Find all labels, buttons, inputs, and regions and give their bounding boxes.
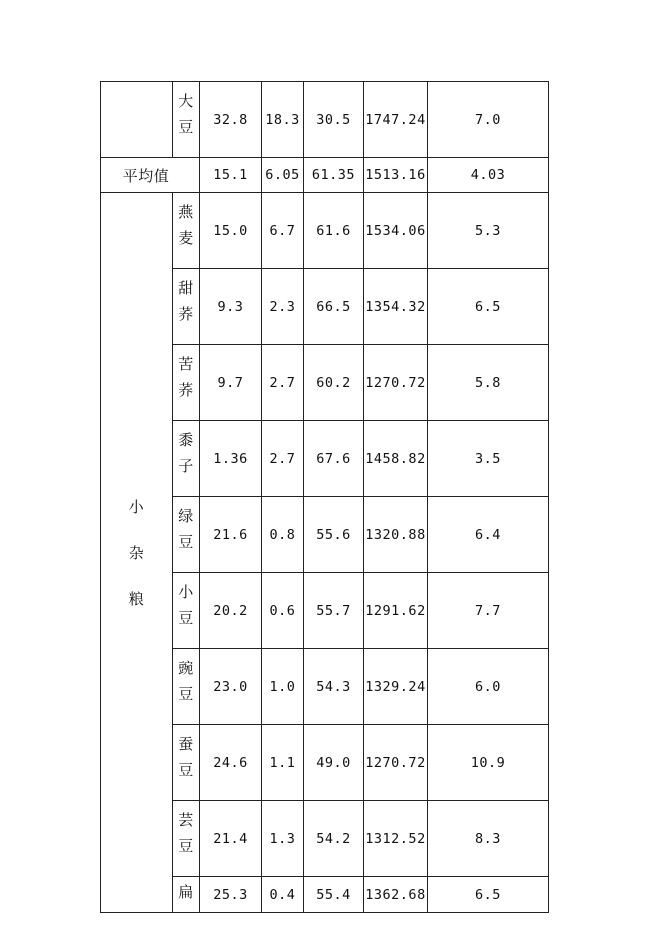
group-label-char: 杂 [128,543,145,562]
group-label-cell [101,193,173,913]
value-cell: 9.7 [200,345,262,421]
value-cell: 1513.16 [364,158,428,193]
crop-char: 豆 [178,609,194,627]
value-cell: 1320.88 [364,497,428,573]
value-cell: 6.7 [262,193,304,269]
crop-name-cell [173,421,200,497]
value-cell: 6.5 [428,269,549,345]
value-cell: 25.3 [200,877,262,913]
value-cell: 1270.72 [364,725,428,801]
crop-char: 芸 [178,811,194,829]
value-cell: 21.6 [200,497,262,573]
value-cell: 54.3 [304,649,364,725]
value-cell: 49.0 [304,725,364,801]
value-cell: 2.3 [262,269,304,345]
value-cell: 20.2 [200,573,262,649]
crop-name-cell [173,193,200,269]
value-cell: 1458.82 [364,421,428,497]
table-row [101,193,549,269]
crop-char: 豌 [178,659,194,677]
crop-name-cell [173,269,200,345]
crop-char: 豆 [178,837,194,855]
value-cell: 24.6 [200,725,262,801]
value-cell: 21.4 [200,801,262,877]
value-cell: 55.7 [304,573,364,649]
crop-name-cell [173,573,200,649]
crop-name-cell [173,725,200,801]
crop-char: 甜 [178,279,194,297]
crop-name-cell [173,801,200,877]
value-cell: 54.2 [304,801,364,877]
value-cell: 55.4 [304,877,364,913]
crop-char: 绿 [178,507,194,525]
crop-char: 豆 [178,118,194,136]
crop-name-cell [173,497,200,573]
value-cell: 9.3 [200,269,262,345]
crop-char: 苦 [178,355,194,373]
crop-char: 荞 [178,381,194,399]
value-cell: 55.6 [304,497,364,573]
value-cell: 61.35 [304,158,364,193]
crop-char: 扁 [178,883,194,901]
value-cell: 6.05 [262,158,304,193]
value-cell: 7.7 [428,573,549,649]
value-cell: 6.4 [428,497,549,573]
value-cell: 4.03 [428,158,549,193]
value-cell: 1354.32 [364,269,428,345]
value-cell: 0.6 [262,573,304,649]
table-row-average [101,158,549,193]
value-cell: 0.8 [262,497,304,573]
value-cell: 1362.68 [364,877,428,913]
value-cell: 61.6 [304,193,364,269]
table-row-soybean [101,82,549,158]
crop-name-cell [173,877,200,913]
nutrition-table [100,81,549,913]
value-cell: 67.6 [304,421,364,497]
value-cell: 23.0 [200,649,262,725]
value-cell: 6.5 [428,877,549,913]
value-cell: 18.3 [262,82,304,158]
value-cell: 1270.72 [364,345,428,421]
value-cell: 15.1 [200,158,262,193]
crop-char: 蚕 [178,735,194,753]
crop-name-cell [173,649,200,725]
value-cell: 1534.06 [364,193,428,269]
value-cell: 1.1 [262,725,304,801]
group-label-char: 粮 [128,589,145,608]
crop-char: 豆 [178,685,194,703]
value-cell: 30.5 [304,82,364,158]
average-label: 平均值 [101,158,200,193]
crop-char: 豆 [178,761,194,779]
value-cell: 1.36 [200,421,262,497]
value-cell: 15.0 [200,193,262,269]
value-cell: 10.9 [428,725,549,801]
crop-char: 黍 [178,431,194,449]
value-cell: 5.3 [428,193,549,269]
empty-group-cell [101,82,173,158]
crop-name-cell [173,82,200,158]
value-cell: 1.0 [262,649,304,725]
value-cell: 2.7 [262,421,304,497]
value-cell: 1329.24 [364,649,428,725]
crop-name-cell [173,345,200,421]
value-cell: 60.2 [304,345,364,421]
crop-char: 燕 [178,203,194,221]
crop-char: 荞 [178,305,194,323]
value-cell: 66.5 [304,269,364,345]
crop-char: 麦 [178,229,194,247]
crop-char: 小 [178,583,194,601]
crop-char: 豆 [178,533,194,551]
value-cell: 6.0 [428,649,549,725]
crop-char: 子 [178,457,194,475]
value-cell: 8.3 [428,801,549,877]
value-cell: 2.7 [262,345,304,421]
value-cell: 3.5 [428,421,549,497]
value-cell: 32.8 [200,82,262,158]
value-cell: 1312.52 [364,801,428,877]
value-cell: 7.0 [428,82,549,158]
crop-char: 大 [178,92,194,110]
group-label-char: 小 [128,497,145,516]
value-cell: 1.3 [262,801,304,877]
value-cell: 1291.62 [364,573,428,649]
value-cell: 5.8 [428,345,549,421]
value-cell: 1747.24 [364,82,428,158]
value-cell: 0.4 [262,877,304,913]
